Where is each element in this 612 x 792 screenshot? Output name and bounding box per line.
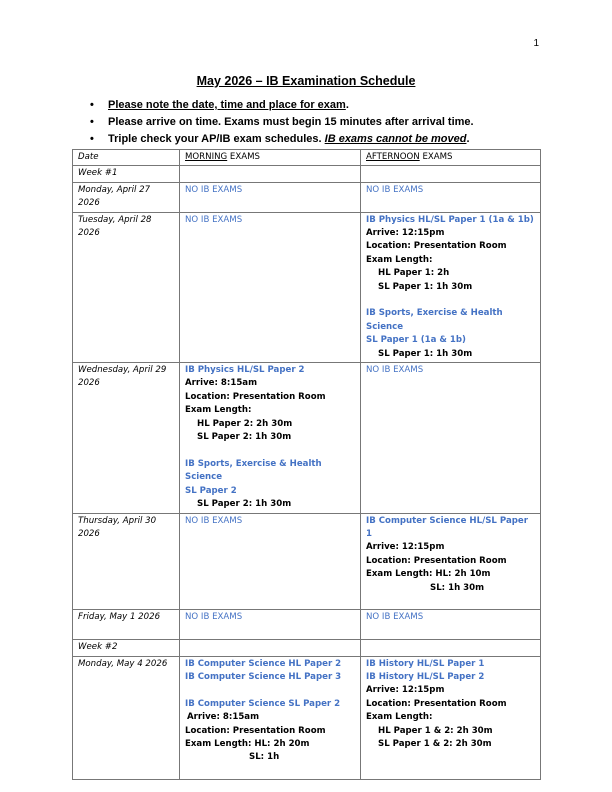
table-row [73, 656, 541, 780]
exam-schedule-table [72, 149, 541, 780]
date-cell [73, 513, 180, 610]
exam-length-sl: SL Paper 2: 1h 30m [197, 499, 292, 510]
date-cell [73, 363, 180, 513]
note-text: Please note the date, time and place for exam [108, 99, 346, 111]
arrive-time: Arrive: 12:15pm [366, 542, 445, 553]
exam-length-sl: SL Paper 1: 1h 30m [378, 348, 473, 359]
date-line: Wednesday, April 29 [78, 365, 167, 376]
exam-title: IB Physics HL/SL Paper 2 [185, 365, 305, 376]
page-title: May 2026 – IB Examination Schedule [196, 74, 416, 88]
exam-title: IB Computer Science HL/SL Paper 1 [366, 515, 528, 539]
date-line: 2026 [78, 528, 100, 539]
note-suffix: . [466, 133, 470, 145]
exam-length: Exam Length: HL: 2h 20m [185, 738, 310, 749]
date-line: 2026 [78, 228, 100, 239]
week-row [73, 640, 541, 656]
exam-title: IB History HL/SL Paper 2 [366, 671, 485, 682]
table-row [73, 610, 541, 640]
morning-cell: NO IB EXAMS [180, 182, 361, 212]
note-item [90, 97, 474, 114]
exam-location: Location: Presentation Room [185, 391, 326, 402]
header-date: Date [73, 150, 180, 166]
date-cell [73, 182, 180, 212]
header-afternoon-rest: EXAMS [419, 152, 453, 162]
exam-length-hl: HL Paper 2: 2h 30m [197, 418, 293, 429]
date-line: Monday, May 4 2026 [78, 658, 168, 669]
table-cell [361, 640, 541, 656]
afternoon-cell: NO IB EXAMS [361, 363, 541, 513]
exam-title: IB Computer Science HL Paper 2 [185, 658, 342, 669]
exam-length: Exam Length: HL: 2h 10m [366, 569, 491, 580]
exam-title: IB Sports, Exercise & Health Science [366, 308, 503, 332]
week-label: Week #2 [73, 640, 180, 656]
date-line: 2026 [78, 198, 100, 209]
instruction-list [90, 97, 474, 148]
exam-length-hl: HL Paper 1: 2h [378, 268, 450, 279]
week-label: Week #1 [73, 166, 180, 182]
note-item [90, 131, 474, 148]
exam-length: Exam Length: [185, 405, 252, 416]
date-cell [73, 610, 180, 640]
header-morning [180, 150, 361, 166]
exam-title: IB Sports, Exercise & Health Science [185, 458, 322, 483]
exam-length-sl: SL: 1h [249, 752, 280, 763]
exam-length-sl: SL: 1h 30m [430, 582, 485, 593]
exam-title: IB Physics HL/SL Paper 1 (1a & 1b) [366, 214, 534, 225]
date-line: Monday, April 27 [78, 184, 151, 195]
header-morning-rest: EXAMS [227, 152, 261, 162]
table-row [73, 363, 541, 513]
table-row [73, 513, 541, 610]
arrive-time: Arrive: 8:15am [185, 378, 258, 389]
afternoon-cell: NO IB EXAMS [361, 182, 541, 212]
morning-cell [180, 363, 361, 513]
date-cell [73, 656, 180, 780]
note-suffix: . [345, 99, 349, 111]
exam-title: SL Paper 1 (1a & 1b) [366, 335, 466, 346]
arrive-time: Arrive: 8:15am [187, 712, 260, 723]
table-cell [180, 640, 361, 656]
table-row [73, 212, 541, 362]
table-row [73, 182, 541, 212]
date-line: Tuesday, April 28 [78, 214, 152, 225]
table-header-row [73, 150, 541, 166]
week-row [73, 166, 541, 182]
exam-length-sl: SL Paper 1: 1h 30m [378, 281, 473, 292]
morning-cell [180, 656, 361, 780]
afternoon-cell [361, 656, 541, 780]
arrive-time: Arrive: 12:15pm [366, 228, 445, 239]
header-afternoon [361, 150, 541, 166]
header-afternoon-emph: AFTERNOON [366, 152, 420, 162]
exam-length-hl: HL Paper 1 & 2: 2h 30m [378, 725, 493, 736]
exam-length: Exam Length: [366, 712, 433, 723]
exam-title: IB History HL/SL Paper 1 [366, 658, 485, 669]
exam-location: Location: Presentation Room [366, 555, 507, 566]
afternoon-cell [361, 513, 541, 610]
note-text: Triple check your AP/IB exam schedules. [108, 133, 325, 145]
exam-location: Location: Presentation Room [185, 725, 326, 736]
header-morning-emph: MORNING [185, 152, 228, 162]
table-cell [361, 166, 541, 182]
exam-length: Exam Length: [366, 254, 433, 265]
exam-location: Location: Presentation Room [366, 241, 507, 252]
date-line: Thursday, April 30 [78, 515, 157, 526]
note-emphasis: IB exams cannot be moved [324, 133, 467, 145]
exam-location: Location: Presentation Room [366, 698, 507, 709]
morning-cell: NO IB EXAMS [180, 610, 361, 640]
exam-title: IB Computer Science SL Paper 2 [185, 698, 341, 709]
exam-length-sl: SL Paper 1 & 2: 2h 30m [378, 739, 492, 749]
exam-length-sl: SL Paper 2: 1h 30m [197, 432, 292, 443]
exam-title: SL Paper 2 [185, 485, 237, 496]
morning-cell: NO IB EXAMS [180, 212, 361, 362]
date-line: Friday, May 1 2026 [78, 612, 161, 623]
afternoon-cell: NO IB EXAMS [361, 610, 541, 640]
page-number: 1 [533, 38, 539, 49]
date-cell [73, 212, 180, 362]
note-text: Please arrive on time. Exams must begin 15 minutes after arrival time. [108, 116, 474, 128]
exam-title: IB Computer Science HL Paper 3 [185, 671, 342, 682]
afternoon-cell [361, 212, 541, 362]
table-cell [180, 166, 361, 182]
morning-cell: NO IB EXAMS [180, 513, 361, 610]
arrive-time: Arrive: 12:15pm [366, 685, 445, 696]
note-item [90, 114, 474, 131]
date-line: 2026 [78, 378, 100, 389]
